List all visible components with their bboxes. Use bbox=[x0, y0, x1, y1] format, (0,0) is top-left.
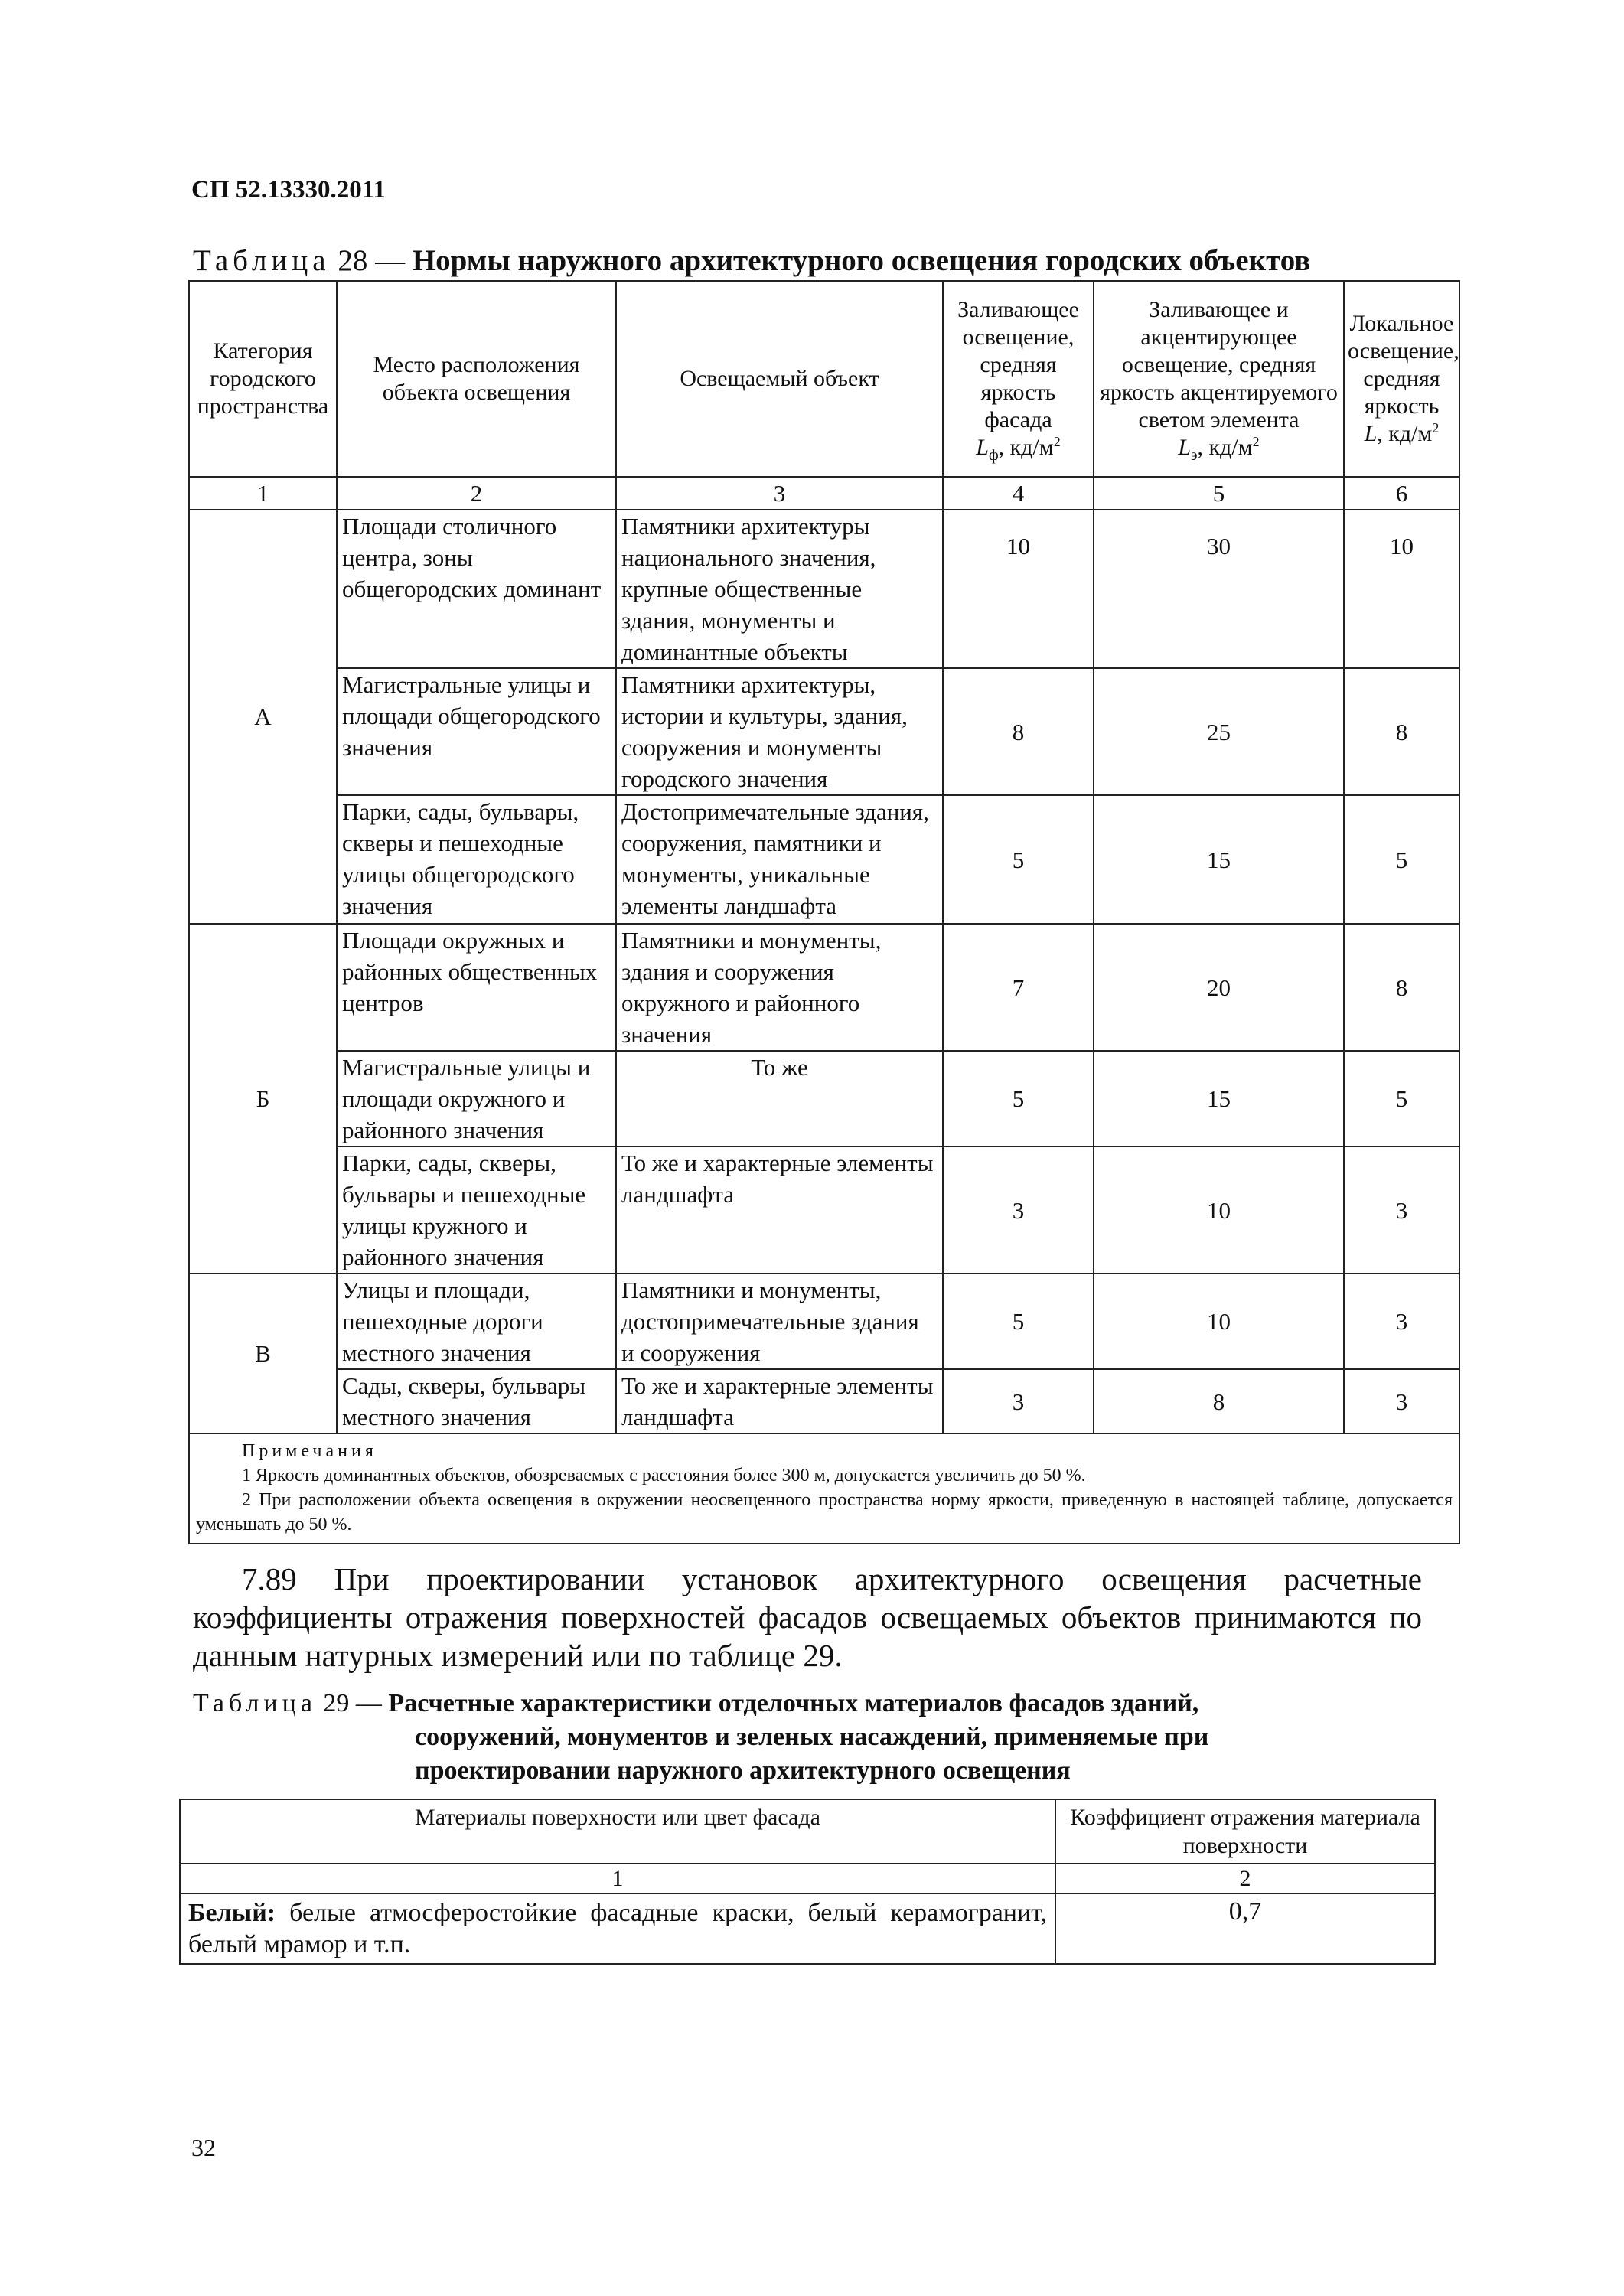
header-location: Место расположения объекта освещения bbox=[337, 281, 616, 477]
table-29-caption bbox=[193, 1687, 1341, 1788]
material-text: белые атмосферостойкие фасадные краски, белый керамогранит, белый мрамор и т.п. bbox=[188, 1899, 1047, 1958]
value-cell: 8 bbox=[1094, 1369, 1344, 1433]
column-number: 1 bbox=[180, 1864, 1055, 1893]
column-number: 2 bbox=[1055, 1864, 1435, 1893]
page-number: 32 bbox=[191, 2134, 216, 2161]
value-cell: 5 bbox=[943, 1274, 1094, 1369]
table-row bbox=[189, 1051, 1459, 1146]
column-number: 6 bbox=[1344, 477, 1459, 510]
header-accent-text: Заливающее и акцентирующее освещение, средняя яркость акцентируемого светом элемента bbox=[1100, 297, 1338, 432]
material-label: Белый: bbox=[188, 1899, 276, 1927]
header-flood-text: Заливающее освещение, средняя яркость фасада bbox=[957, 297, 1079, 432]
unit: , кд/м bbox=[1197, 435, 1253, 460]
object-cell: Памятники архитектуры, истории и культуры, здания, сооружения и монументы городского значения bbox=[616, 668, 943, 795]
value-cell: 8 bbox=[1344, 668, 1459, 795]
table-29-label: Таблица bbox=[193, 1689, 317, 1717]
symbol-sub: ф bbox=[988, 448, 999, 464]
value-cell: 3 bbox=[943, 1146, 1094, 1274]
table-28-header-row bbox=[189, 281, 1459, 477]
header-object: Освещаемый объект bbox=[616, 281, 943, 477]
symbol-l: L bbox=[1364, 421, 1378, 446]
symbol-sub: э bbox=[1191, 448, 1198, 464]
value-cell: 8 bbox=[1344, 924, 1459, 1051]
value-cell: 3 bbox=[1344, 1146, 1459, 1274]
location-cell: Сады, скверы, бульвары местного значения bbox=[337, 1369, 616, 1433]
unit: , кд/м bbox=[1377, 421, 1433, 446]
category-cell: А bbox=[189, 510, 337, 924]
table-28-title: Нормы наружного архитектурного освещения городских объектов bbox=[412, 244, 1311, 277]
table-row bbox=[180, 1893, 1435, 1964]
object-cell: Памятники архитектуры национального значения, крупные общественные здания, монументы и доминантные объекты bbox=[616, 510, 943, 668]
header-flood-lighting bbox=[943, 281, 1094, 477]
value-cell: 5 bbox=[1344, 1051, 1459, 1146]
value-cell: 30 bbox=[1094, 510, 1344, 668]
unit-power: 2 bbox=[1432, 420, 1440, 435]
table-row bbox=[189, 1274, 1459, 1369]
header-local-lighting bbox=[1344, 281, 1459, 477]
paragraph-7-89: 7.89 При проектировании установок архитектурного освещения расчетные коэффициенты отражения поверхностей фасадов освещаемых объектов принимаются по данным натурных измерений или по таблице 29. bbox=[193, 1561, 1422, 1673]
symbol-l: L bbox=[1178, 435, 1192, 460]
column-number: 4 bbox=[943, 477, 1094, 510]
category-cell: Б bbox=[189, 924, 337, 1274]
value-cell: 25 bbox=[1094, 668, 1344, 795]
table-row bbox=[189, 510, 1459, 668]
value-cell: 10 bbox=[1094, 1274, 1344, 1369]
header-category: Категория городского пространства bbox=[189, 281, 337, 477]
column-number: 3 bbox=[616, 477, 943, 510]
object-cell: То же и характерные элементы ландшафта bbox=[616, 1146, 943, 1274]
object-cell: То же bbox=[616, 1051, 943, 1146]
column-number: 5 bbox=[1094, 477, 1344, 510]
value-cell: 3 bbox=[943, 1369, 1094, 1433]
table-29-number: 29 — bbox=[323, 1689, 382, 1717]
unit-power: 2 bbox=[1053, 434, 1061, 449]
table-29 bbox=[179, 1799, 1436, 1965]
object-cell: То же и характерные элементы ландшафта bbox=[616, 1369, 943, 1433]
object-cell: Памятники и монументы, достопримечательные здания и сооружения bbox=[616, 1274, 943, 1369]
value-cell: 10 bbox=[1094, 1146, 1344, 1274]
header-accent-lighting bbox=[1094, 281, 1344, 477]
unit: , кд/м bbox=[998, 435, 1054, 460]
location-cell: Площади окружных и районных общественных центров bbox=[337, 924, 616, 1051]
unit-power: 2 bbox=[1252, 434, 1260, 449]
location-cell: Магистральные улицы и площади окружного и районного значения bbox=[337, 1051, 616, 1146]
table-28-number: 28 — bbox=[338, 244, 406, 277]
value-cell: 5 bbox=[1344, 795, 1459, 924]
value-cell: 15 bbox=[1094, 795, 1344, 924]
table-29-title-line-1: Расчетные характеристики отделочных материалов фасадов зданий, bbox=[388, 1689, 1199, 1717]
value-cell: 3 bbox=[1344, 1274, 1459, 1369]
table-row bbox=[189, 1369, 1459, 1433]
value-cell: 5 bbox=[943, 795, 1094, 924]
table-28 bbox=[188, 280, 1460, 1544]
value-cell: 20 bbox=[1094, 924, 1344, 1051]
table-row bbox=[189, 1146, 1459, 1274]
document-code-header: СП 52.13330.2011 bbox=[191, 176, 386, 204]
symbol-l: L bbox=[976, 435, 989, 460]
header-material: Материалы поверхности или цвет фасада bbox=[180, 1799, 1055, 1864]
category-cell: В bbox=[189, 1274, 337, 1433]
table-29-title-line-3: проектировании наружного архитектурного освещения bbox=[415, 1756, 1071, 1785]
table-row bbox=[189, 795, 1459, 924]
object-cell: Достопримечательные здания, сооружения, памятники и монументы, уникальные элементы ландшафта bbox=[616, 795, 943, 924]
table-29-column-numbers bbox=[180, 1864, 1435, 1893]
table-28-notes-row bbox=[189, 1433, 1459, 1544]
table-28-label: Таблица bbox=[193, 244, 331, 277]
location-cell: Парки, сады, бульвары, скверы и пешеходные улицы общегородского значения bbox=[337, 795, 616, 924]
location-cell: Улицы и площади, пешеходные дороги местного значения bbox=[337, 1274, 616, 1369]
table-28-notes bbox=[189, 1433, 1459, 1544]
notes-heading: Примечания bbox=[242, 1441, 377, 1461]
location-cell: Магистральные улицы и площади общегородского значения bbox=[337, 668, 616, 795]
table-29-title-line-2: сооружений, монументов и зеленых насаждений, применяемые при bbox=[415, 1723, 1209, 1751]
value-cell: 8 bbox=[943, 668, 1094, 795]
table-28-caption bbox=[193, 243, 1310, 278]
value-cell: 15 bbox=[1094, 1051, 1344, 1146]
column-number: 1 bbox=[189, 477, 337, 510]
header-local-text: Локальное освещение, средняя яркость bbox=[1348, 311, 1459, 419]
object-cell: Памятники и монументы, здания и сооружения окружного и районного значения bbox=[616, 924, 943, 1051]
material-cell bbox=[180, 1893, 1055, 1964]
reflectance-value: 0,7 bbox=[1055, 1893, 1435, 1964]
value-cell: 10 bbox=[1344, 510, 1459, 668]
column-number: 2 bbox=[337, 477, 616, 510]
location-cell: Парки, сады, скверы, бульвары и пешеходные улицы кружного и районного значения bbox=[337, 1146, 616, 1274]
table-row bbox=[189, 668, 1459, 795]
value-cell: 5 bbox=[943, 1051, 1094, 1146]
table-row bbox=[189, 924, 1459, 1051]
value-cell: 3 bbox=[1344, 1369, 1459, 1433]
header-reflectance: Коэффициент отражения материала поверхности bbox=[1055, 1799, 1435, 1864]
value-cell: 10 bbox=[943, 510, 1094, 668]
location-cell: Площади столичного центра, зоны общегородских доминант bbox=[337, 510, 616, 668]
value-cell: 7 bbox=[943, 924, 1094, 1051]
table-28-column-numbers bbox=[189, 477, 1459, 510]
note-2: 2 При расположении объекта освещения в окружении неосвещенного пространства норму яркости, приведенную в настоящей таблице, допускается уменьшать до 50 %. bbox=[196, 1490, 1453, 1534]
table-29-header-row bbox=[180, 1799, 1435, 1864]
note-1: 1 Яркость доминантных объектов, обозреваемых с расстояния более 300 м, допускается увеличить до 50 %. bbox=[242, 1466, 1086, 1486]
